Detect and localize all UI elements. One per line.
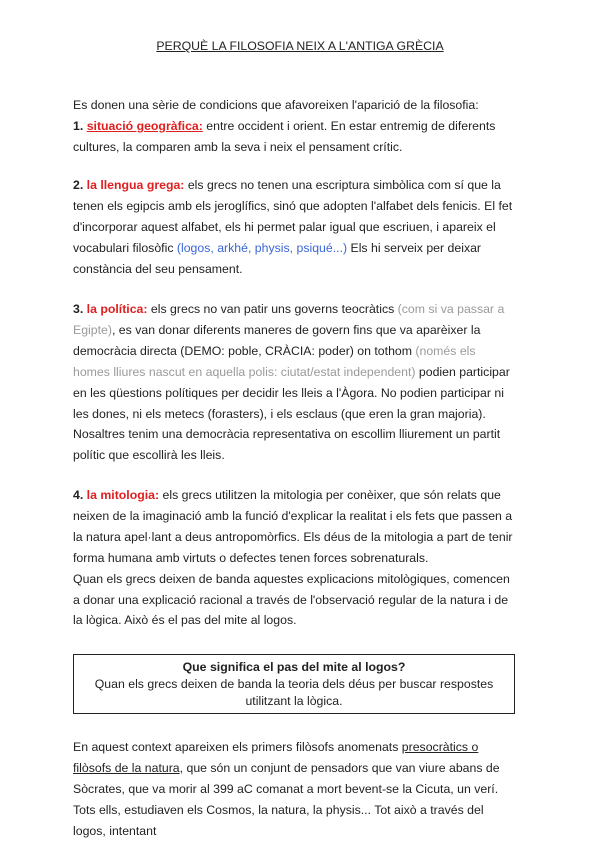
section-4-number: 4. <box>73 488 84 502</box>
intro-text: Es donen una sèrie de condicions que afavoreixen l'aparició de la filosofia: <box>73 98 479 112</box>
section-3-text-3: podien participar en les qüestions polítiques per decidir les lleis a l'Àgora. No podien participar ni les dones, ni els metecs (forasters), i els esclaus (que eren la gran majoria). Nosaltres tenim una democràcia representativa on escollim lliurement un partit polític que escollirà les lleis. <box>73 364 510 463</box>
section-2-examples: (logos, arkhé, physis, psiqué...) <box>176 240 348 255</box>
presocratics-term: presocràtics o filòsofs de la natura <box>73 740 479 775</box>
section-4-paragraph <box>73 485 513 631</box>
section-2-number: 2. <box>73 178 84 192</box>
section-2-label: la llengua grega: <box>83 178 185 192</box>
section-2-text-1: els grecs no tenen una escriptura simbòlica com sí que la tenen els egipcis amb els jeroglífics, sinó que adopten l'alfabet dels fenicis. El fet d'incorporar aquest alfabet, els hi permet palar igual que escriuen, i apareix el vocabulari filosòfic <box>73 178 513 255</box>
section-1-text: entre occident i orient. En estar entremig de diferents cultures, la comparen amb la seva i neix el pensament crític. <box>73 118 496 154</box>
section-3-text-2: , es van donar diferents maneres de govern fins que va aparèixer la democràcia directa (DEMO: poble, CRÀCIA: poder) on tothom <box>73 322 481 358</box>
section-3-paragraph <box>73 299 513 466</box>
section-4-text: els grecs utilitzen la mitologia per conèixer, que són relats que neixen de la imaginació amb la funció d'explicar la realitat i els fets que passen a la natura apel·lant a deus antropomòrfics. Els déus de la mitologia a part de tenir forma humana amb virtuts o defectes tenen forces sobrenaturals. <box>73 488 513 565</box>
section-3-aside-2: (només els homes lliures nascut en aquella polis: ciutat/estat independent) <box>73 343 476 379</box>
definition-box-title: Que significa el pas del mite al logos? <box>182 660 406 674</box>
definition-box-text: Quan els grecs deixen de banda la teoria dels déus per buscar respostes utilitzant la lògica. <box>94 677 494 708</box>
document-title: PERQUÈ LA FILOSOFIA NEIX A L'ANTIGA GRÈCIA <box>156 39 444 53</box>
definition-box <box>73 654 515 714</box>
section-3-label: la política: <box>83 302 148 316</box>
closing-paragraph <box>73 737 513 842</box>
section-3-text-1: els grecs no van patir uns governs teocràtics <box>147 302 398 316</box>
section-2-text-2: Els hi serveix per deixar constància del seu pensament. <box>73 240 482 276</box>
intro-paragraph <box>73 95 513 158</box>
section-3-aside-1: (com si va passar a Egipte) <box>73 302 505 337</box>
section-2-paragraph <box>73 175 513 280</box>
closing-text-2: , que són un conjunt de pensadors que van viure abans de Sòcrates, que va morir al 399 aC comanat a mort bevent-se la Cicuta, un verí. Tots ells, estudiaven els Cosmos, la natura, la physis... Tot això a través del logos, intentant <box>73 760 500 838</box>
closing-text-1: En aquest context apareixen els primers filòsofs anomenats <box>73 740 402 754</box>
section-4-label: la mitologia: <box>83 488 160 502</box>
section-1-label: situació geogràfica: <box>86 118 203 133</box>
section-4-text-b: Quan els grecs deixen de banda aquestes explicacions mitològiques, comencen a donar una explicació racional a través de l'observació regular de la natura i de la lògica. Això és el pas del mite al logos. <box>73 571 510 628</box>
section-1-number: 1. <box>73 118 84 133</box>
section-3-number: 3. <box>73 302 84 316</box>
